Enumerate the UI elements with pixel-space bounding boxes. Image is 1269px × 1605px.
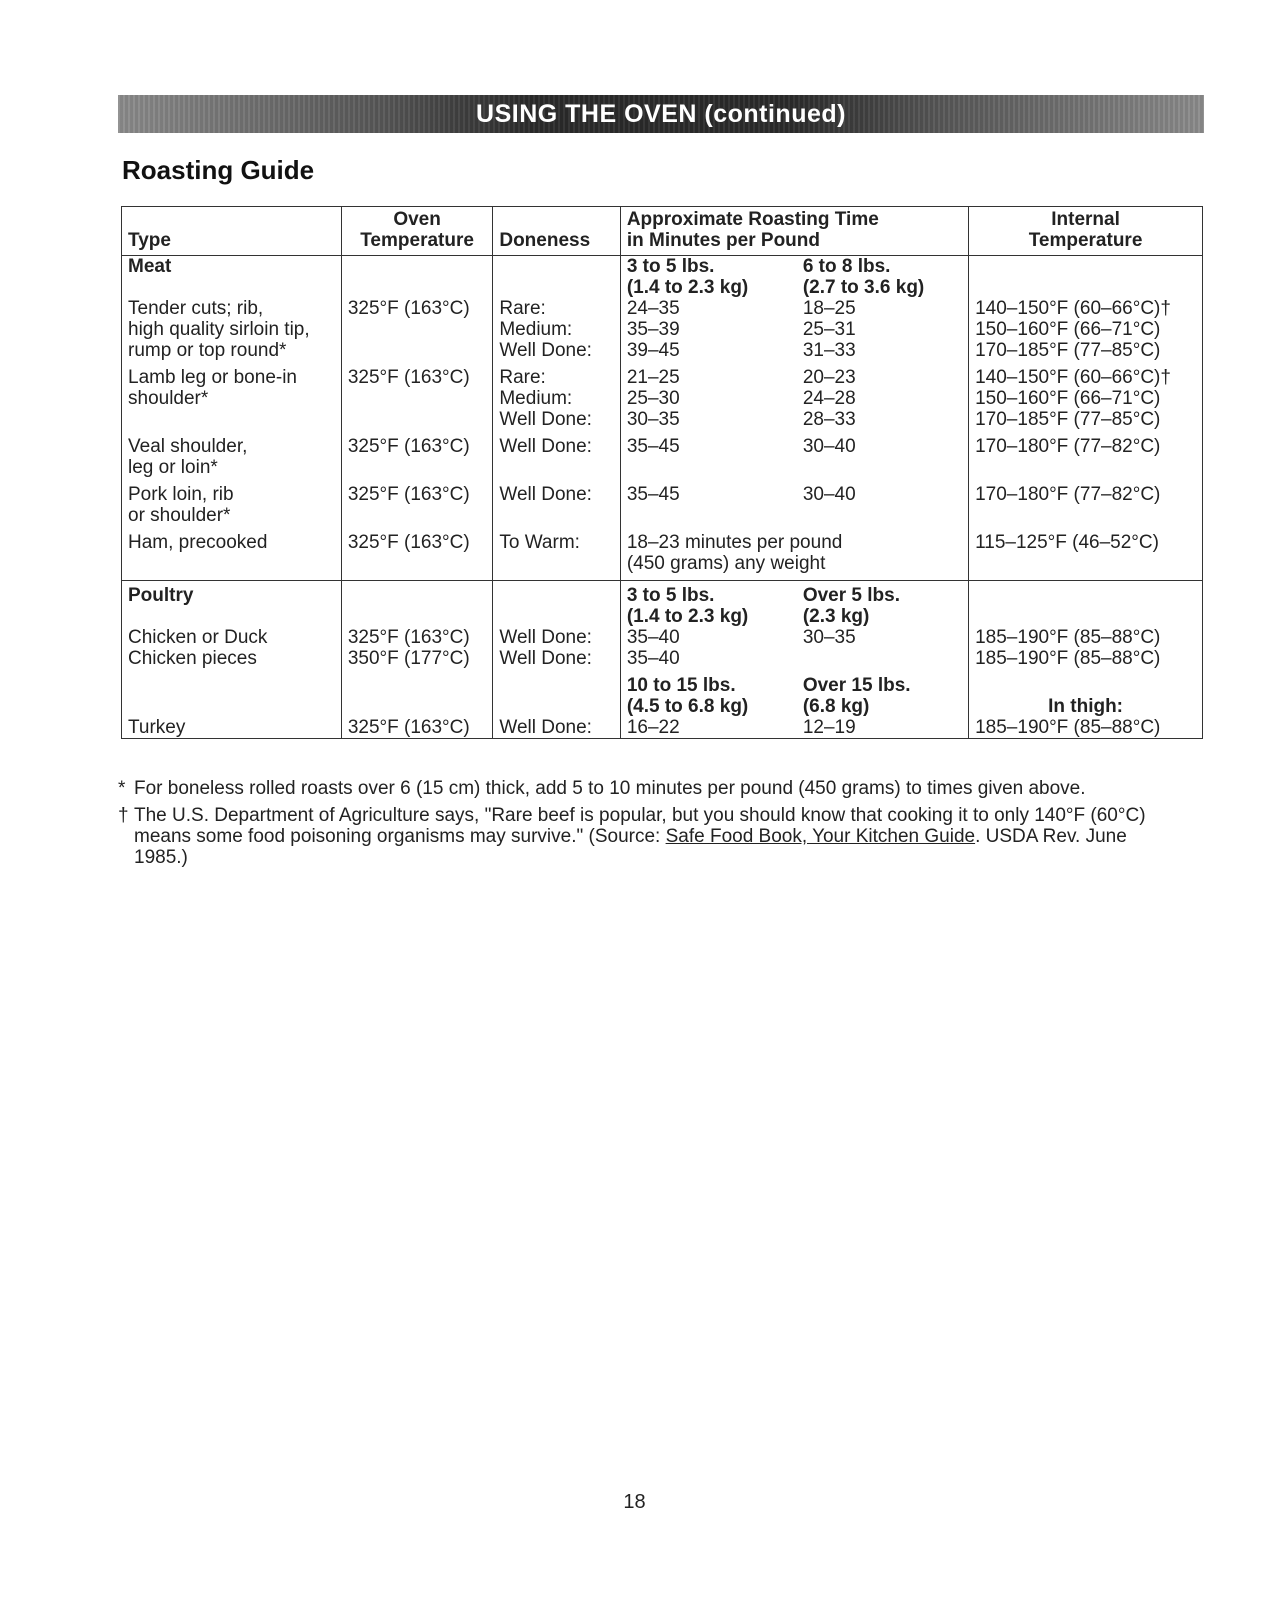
footnote-dagger: † The U.S. Department of Agriculture says, "Rare beef is popular, but you should know that cooking it to only 140°F (60°C) means some food poisoning organisms may survive." (Source: Safe Food Book, Your Kitchen Guide. USDA Rev. June 1985.) bbox=[118, 805, 1146, 868]
page-number: 18 bbox=[623, 1491, 646, 1513]
table-row: Chicken pieces 350°F (177°C) Well Done: 35–40 185–190°F (85–88°C) bbox=[122, 648, 1203, 675]
weight-columns: 3 to 5 lbs. Over 5 lbs. (1.4 to 2.3 kg) (2.3 kg) bbox=[620, 581, 968, 628]
header-oven-temperature: Oven Temperature bbox=[341, 207, 493, 256]
category-label: Meat bbox=[122, 256, 342, 299]
table-row: Turkey 325°F (163°C) Well Done: 10 to 15 lbs. Over 15 lbs. (4.5 to 6.8 kg) (6.8 kg) 16–22 12–19 In thigh: 185–190°F (85–88°C) bbox=[122, 675, 1203, 739]
table-row: Veal shoulder, leg or loin* 325°F (163°C) Well Done: 35–45 30–40 170–180°F (77–82°C) bbox=[122, 436, 1203, 484]
table-header-row bbox=[122, 207, 1203, 256]
table-row: Lamb leg or bone-in shoulder* 325°F (163°C) Rare: Medium: Well Done: 21–25 20–23 25–30 24–28 30–35 28–33 140–150°F (60–66°C)† 150–160°F (66–71°C) 170–185°F (77–85°C) bbox=[122, 367, 1203, 436]
header-internal-temperature: Internal Temperature bbox=[969, 207, 1203, 256]
table-row: Chicken or Duck 325°F (163°C) Well Done: 35–40 30–35 185–190°F (85–88°C) bbox=[122, 627, 1203, 648]
section-banner bbox=[118, 95, 1204, 133]
header-roasting-time: Approximate Roasting Time in Minutes per Pound bbox=[620, 207, 968, 256]
poultry-category-row bbox=[122, 581, 1203, 628]
banner-title: USING THE OVEN (continued) bbox=[476, 99, 846, 128]
header-type: Type bbox=[122, 207, 342, 256]
source-title: Safe Food Book, Your Kitchen Guide bbox=[665, 826, 976, 847]
page-title: Roasting Guide bbox=[122, 155, 315, 185]
meat-category-row bbox=[122, 256, 1203, 299]
table-row: Tender cuts; rib, high quality sirloin tip, rump or top round* 325°F (163°C) Rare: Medium: Well Done: 24–35 18–25 35–39 25–31 39–45 31–33 140–150°F (60–66°C)† 150–160°F (66–71°C) 170–185°F (77–85°C) bbox=[122, 298, 1203, 367]
weight-columns: 3 to 5 lbs. 6 to 8 lbs. (1.4 to 2.3 kg) (2.7 to 3.6 kg) bbox=[620, 256, 968, 299]
header-doneness: Doneness bbox=[493, 207, 620, 256]
footnote-star: * For boneless rolled roasts over 6 (15 cm) thick, add 5 to 10 minutes per pound (450 grams) to times given above. bbox=[118, 778, 1086, 799]
table-row: Ham, precooked 325°F (163°C) To Warm: 18–23 minutes per pound (450 grams) any weight 115–125°F (46–52°C) bbox=[122, 532, 1203, 581]
in-thigh-label: In thigh: bbox=[1048, 696, 1124, 717]
table-row: Pork loin, rib or shoulder* 325°F (163°C) Well Done: 35–45 30–40 170–180°F (77–82°C) bbox=[122, 484, 1203, 532]
footnotes bbox=[118, 778, 1158, 874]
roasting-guide-table bbox=[121, 206, 1203, 739]
category-label: Poultry bbox=[122, 581, 342, 628]
